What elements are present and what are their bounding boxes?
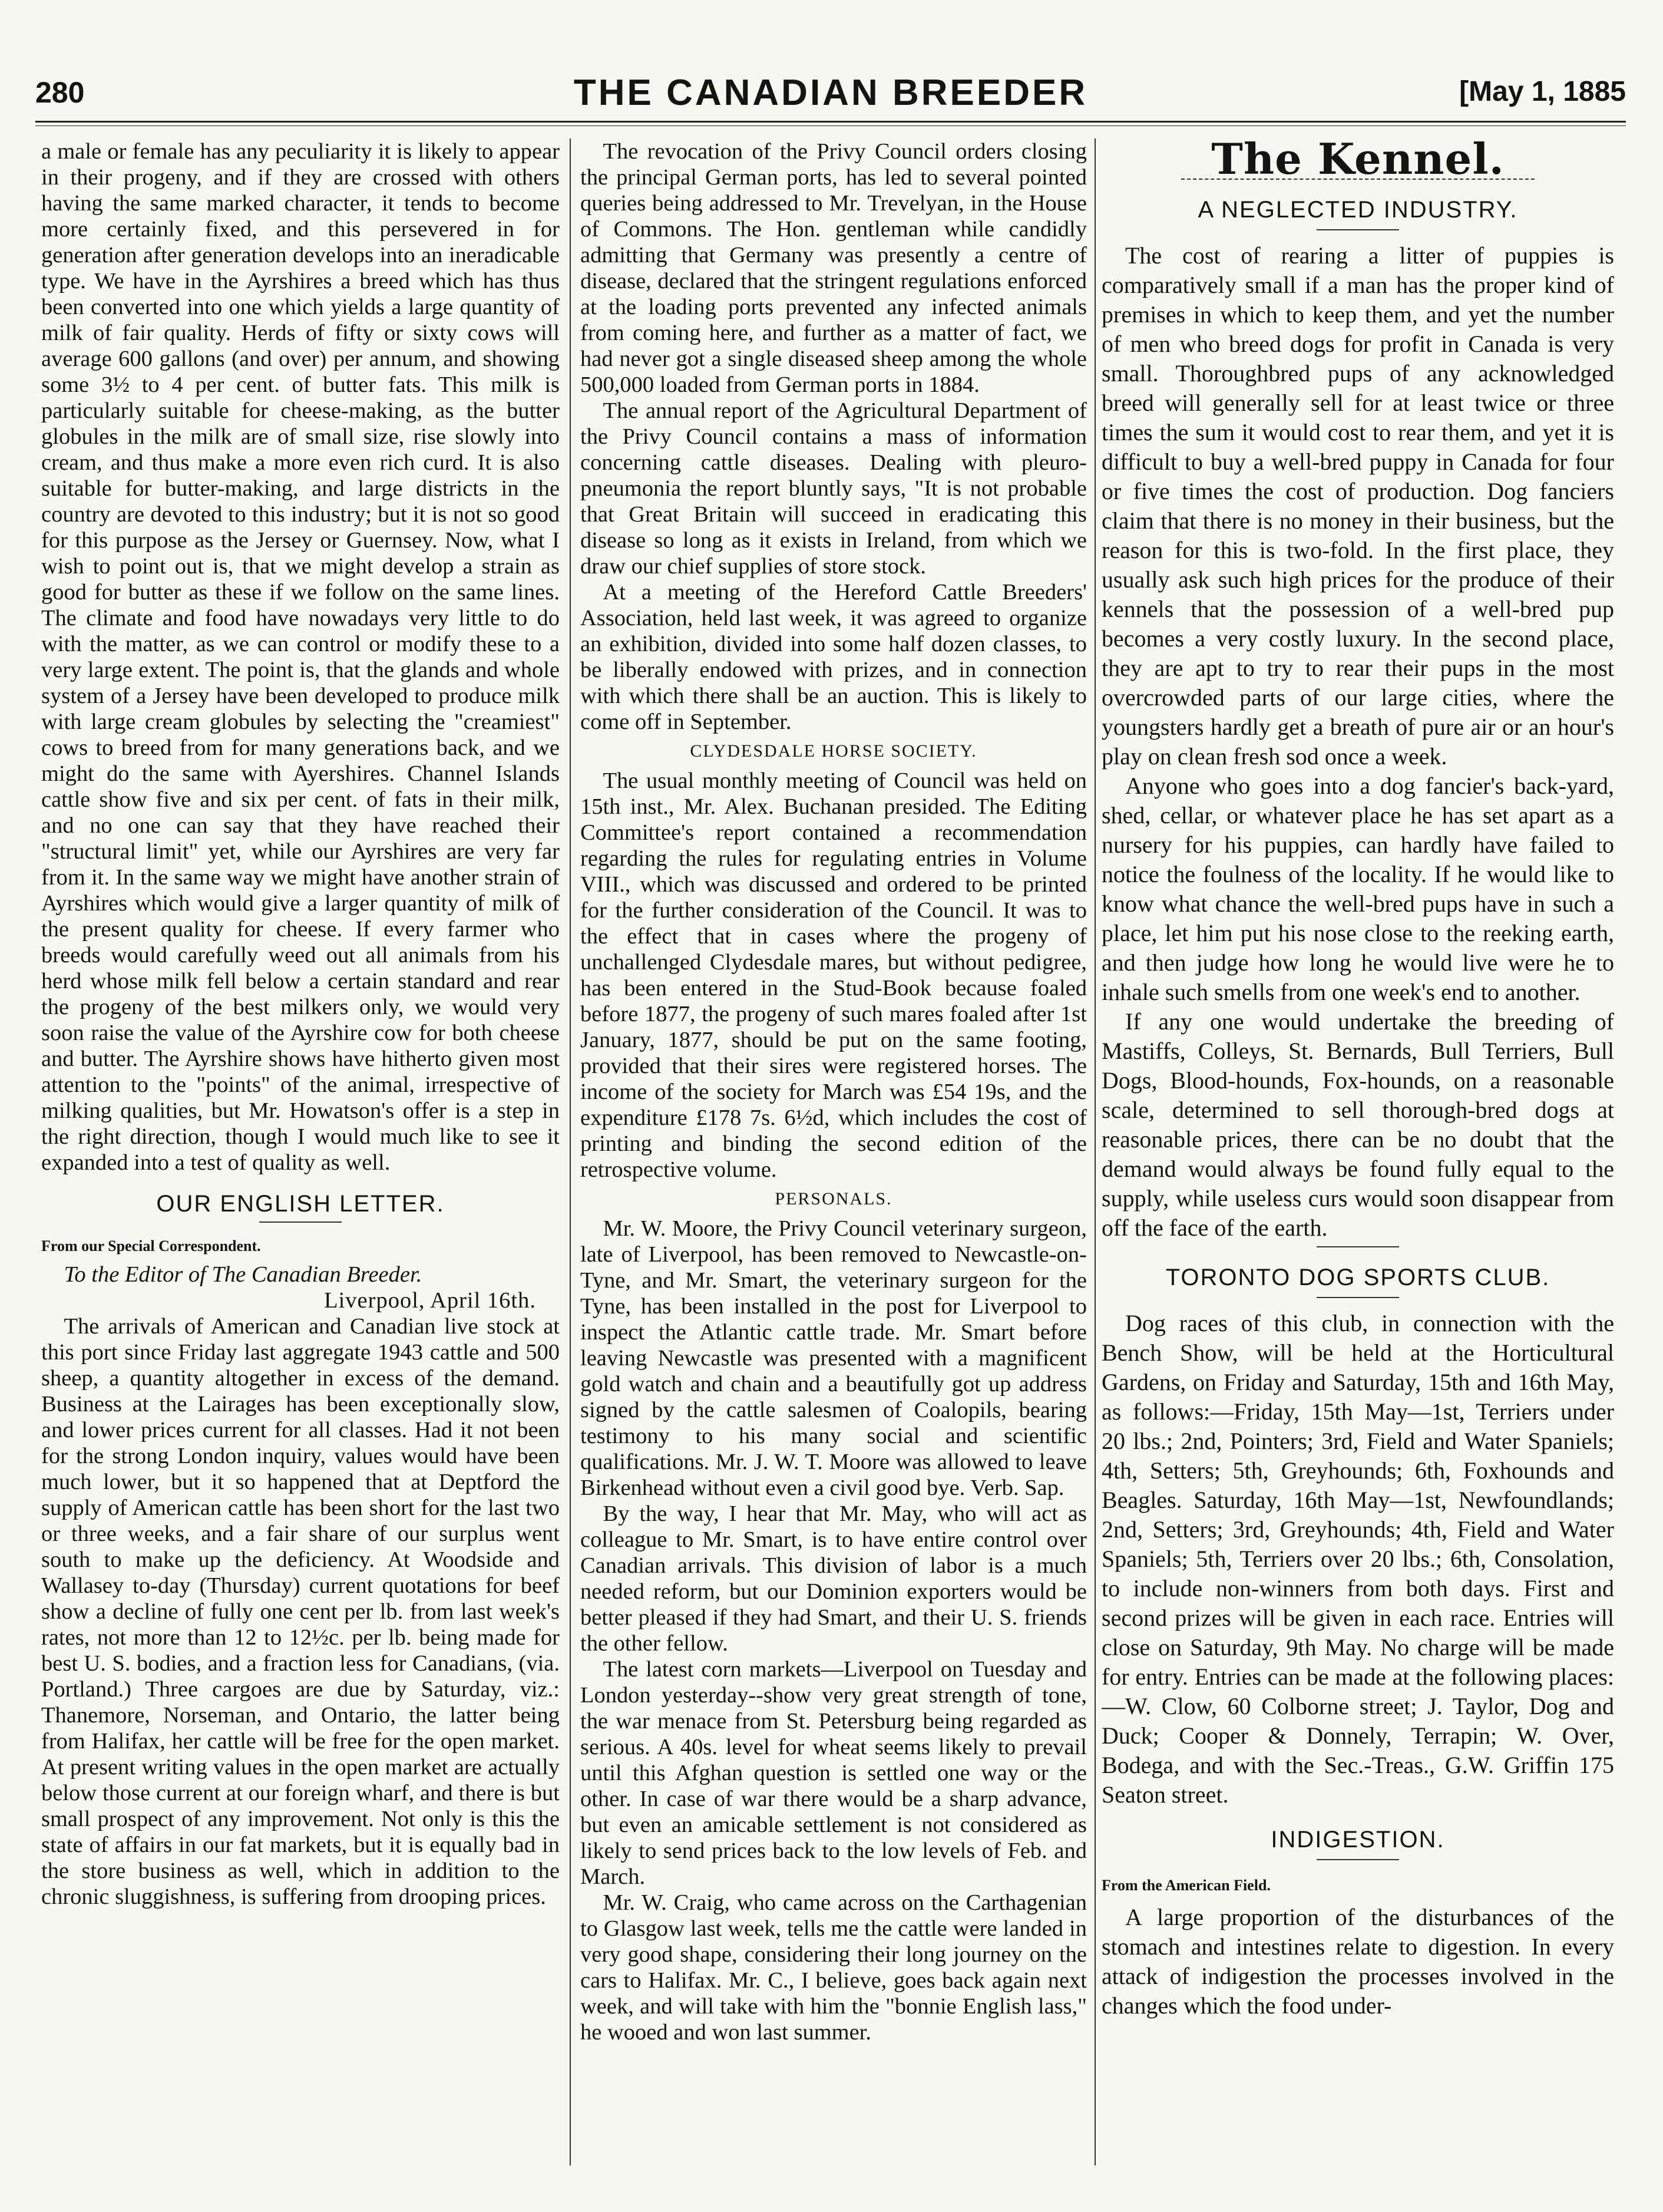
column-1 [41, 138, 560, 2160]
column-2 [580, 138, 1087, 2160]
page-number: 280 [35, 76, 85, 109]
page-header [35, 72, 1626, 123]
section-rule [1317, 1297, 1399, 1298]
article-paragraph: Mr. W. Moore, the Privy Council veterinary surgeon, late of Liverpool, has been removed to Newcastle-on-Tyne, and Mr. Smart, the veterinary surgeon for the Tyne, has been installed in the post for Liverpool to inspect the Atlantic cattle trade. Mr. Smart before leaving Newcastle was presented with a magnificent gold watch and chain and a beautifully got up address signed by the cattle salesmen of Coalopils, bearing testimony to his many social and scientific qualifications. Mr. J. W. T. Moore was allowed to leave Birkenhead without even a civil good bye. Verb. Sap. [580, 1216, 1087, 1500]
issue-date: [May 1, 1885 [1459, 76, 1626, 107]
section-rule [1317, 1246, 1399, 1247]
article-paragraph: The usual monthly meeting of Council was held on 15th inst., Mr. Alex. Buchanan presided. The Editing Committee's report contained a recommendation regarding the rules for regulating entries in Volume VIII., which was discussed and ordered to be printed for the further consideration of the Council. It was to the effect that in cases where the progeny of unchallenged Clydesdale mares, but without pedigree, has been entered in the Stud-Book because foaled before 1877, the progeny of such mares foaled after 1st January, 1877, should be put on the same footing, provided that their sires were registered horses. The income of the society for March was £54 19s, and the expenditure £178 7s. 6½d, which includes the cost of printing and binding the second edition of the retrospective volume. [580, 768, 1087, 1182]
article-paragraph: At a meeting of the Hereford Cattle Breeders' Association, held last week, it was agreed to organize an exhibition, divided into some half dozen classes, to be liberally endowed with prizes, and in connection with which there shall be an auction. This is likely to come off in September. [580, 580, 1087, 734]
article-paragraph: Anyone who goes into a dog fancier's back-yard, shed, cellar, or whatever place he has set apart as a nursery for his puppies, can hardly have failed to notice the foulness of the locality. If he would like to know what chance the well-bred pups have in such a place, let him put his nose close to the reeking earth, and then judge how long he would live were he to inhale such smells from one week's end to another. [1102, 772, 1614, 1005]
column-divider [570, 138, 571, 2165]
article-paragraph: The arrivals of American and Canadian live stock at this port since Friday last aggregate 1943 cattle and 500 sheep, a quantity altogether in excess of the demand. Business at the Lairages has been exceptionally slow, and lower prices current for all classes. Had it not been for the strong London inquiry, values would have been much lower, but it so happened that at Deptford the supply of American cattle has been short for the last two or three weeks, and a fair share of our surplus went south to make up the deficiency. At Woodside and Wallasey to-day (Thursday) current quotations for beef show a decline of fully one cent per lb. from last week's rates, not more than 12 to 12½c. per lb. being made for best U. S. bodies, and a fraction less for Canadians, (via. Portland.) Three cargoes are due by Saturday, viz.: Thanemore, Norseman, and Ontario, the latter being from Halifax, her cattle will be free for the open market. At present writing values in the open market are actually below those current at our foreign wharf, and there is but small prospect of any improvement. Not only is this the state of affairs in our fat markets, but it is equally bad in the store business as well, which in addition to the chronic sluggishness, is suffering from drooping prices. [41, 1314, 560, 1909]
article-title-indigestion: INDIGESTION. [1271, 1827, 1445, 1853]
column-divider [1095, 138, 1096, 2165]
masthead-title: THE CANADIAN BREEDER [573, 72, 1088, 113]
correspondent-label: From our Special Correspondent. [41, 1237, 261, 1254]
article-paragraph: The annual report of the Agricultural Department of the Privy Council contains a mass of information concerning cattle diseases. Dealing with pleuro-pneumonia the report bluntly says, "It is not probable that Great Britain will succeed in eradicating this disease so long as it exists in Ireland, from which we draw our chief supplies of store stock. [580, 398, 1087, 579]
article-title-neglected-industry: A NEGLECTED INDUSTRY. [1198, 197, 1518, 223]
article-paragraph: The revocation of the Privy Council orders closing the principal German ports, has led to several pointed queries being addressed to Mr. Trevelyan, in the House of Commons. The Hon. gentleman while candidly admitting that Germany was presently a centre of disease, declared that the stringent regulations enforced at the loading ports prevented any infected animals from coming here, and further as a matter of fact, we had never got a single diseased sheep among the whole 500,000 loaded from German ports in 1884. [580, 139, 1087, 397]
article-paragraph: a male or female has any peculiarity it is likely to appear in their progeny, and if they are crossed with others having the same marked character, it tends to become more certainly fixed, and this persevered in for generation after generation develops into an ineradicable type. We have in the Ayrshires a breed which has thus been converted into one which yields a large quantity of milk of fair quality. Herds of fifty or sixty cows will average 600 gallons (and over) per annum, and showing some 3½ to 4 per cent. of butter fats. This milk is particularly suitable for cheese-making, as the butter globules in the milk are of small size, rise slowly into cream, and thus make a more even rich curd. It is also suitable for butter-making, and large districts in the country are devoted to this industry; but it is not so good for this purpose as the Jersey or Guernsey. Now, what I wish to point out is, that we might develop a strain as good for butter as these if we follow on the same lines. The climate and food have nowadays very little to do with the matter, as we can control or modify these to a very large extent. The point is, that the glands and whole system of a Jersey have been developed to produce milk with large cream globules by selecting the "creamiest" cows to breed from for many generations back, and we might do the same with Ayershires. Channel Islands cattle show five and six per cent. of fats in their milk, and no one can say that they have reached their "structural limit" yet, while our Ayrshires are very far from it. In the same way we might have another strain of Ayrshires which would give a larger quantity of milk of the present quality for cheese. If every farmer who breeds would carefully weed out all animals from his herd whose milk fell below a certain standard and rear the progeny of the best milkers only, we would very soon raise the value of the Ayrshire cow for both cheese and butter. The Ayrshire shows have hitherto given most attention to the "points" of the animal, irrespective of milking qualities, but Mr. Howatson's offer is a step in the right direction, though I would much like to see it expanded into a test of quality as well. [41, 139, 560, 1175]
subhead-personals: PERSONALS. [775, 1189, 892, 1209]
article-paragraph: The latest corn markets—Liverpool on Tuesday and London yesterday--show very great strength of tone, the war menace from St. Petersburg being regarded as serious. A 40s. level for wheat seems likely to prevail until this Afghan question is settled one way or the other. In case of war there would be a sharp advance, but even an amicable settlement is not considered as likely to send prices back to the low levels of Feb. and March. [580, 1657, 1087, 1889]
section-rule [259, 1221, 342, 1223]
letter-salutation: To the Editor of The Canadian Breeder. [64, 1262, 422, 1287]
section-rule [1317, 229, 1399, 230]
article-paragraph: A large proportion of the disturbances of the stomach and intestines relate to digestion. In every attack of indigestion the processes involved in the changes which the food under- [1102, 1904, 1614, 2019]
section-title-english-letter: OUR ENGLISH LETTER. [156, 1191, 445, 1217]
article-paragraph: Dog races of this club, in connection with the Bench Show, will be held at the Horticultural Gardens, on Friday and Saturday, 15th and 16th May, as follows:—Friday, 15th May—1st, Terriers under 20 lbs.; 2nd, Pointers; 3rd, Field and Water Spaniels; 4th, Setters; 5th, Greyhounds; 6th, Foxhounds and Beagles. Saturday, 16th May—1st, Newfoundlands; 2nd, Setters; 3rd, Greyhounds; 4th, Field and Water Spaniels; 5th, Terriers over 20 lbs.; 6th, Consolation, to include non-winners from both days. First and second prizes will be given in each race. Entries will close on Saturday, 9th May. No charge will be made for entry. Entries can be made at the following places:—W. Clow, 60 Colborne street; J. Taylor, Dog and Duck; Cooper & Donnely, Terrapin; W. Over, Bodega, and with the Sec.-Treas., G.W. Griffin 175 Seaton street. [1102, 1310, 1614, 1808]
header-rule [35, 121, 1626, 123]
article-paragraph: Mr. W. Craig, who came across on the Carthagenian to Glasgow last week, tells me the cattle were landed in very good shape, considering their long journey on the cars to Halifax. Mr. C., I believe, goes back again next week, and will take with him the "bonnie English lass," he wooed and won last summer. [580, 1890, 1087, 2045]
section-rule [1317, 1859, 1399, 1860]
source-label: From the American Field. [1102, 1877, 1271, 1894]
article-paragraph: The cost of rearing a litter of puppies is comparatively small if a man has the proper kind of premises in which to keep them, and yet the number of men who breed dogs for profit in Canada is very small. Thoroughbred pups of any acknowledged breed will generally sell for at least twice or three times the sum it would cost to rear them, and yet it is difficult to buy a well-bred puppy in Canada for four or five times the cost of production. Dog fanciers claim that there is no money in their business, but the reason for this is two-fold. In the first place, they usually ask such high prices for the produce of their kennels that the possession of a well-bred pup becomes a very costly luxury. In the second place, they are apt to try to rear their pups in the most overcrowded parts of our large cities, where the youngsters hardly get a breath of pure air or an hour's play on clean fresh sod once a week. [1102, 242, 1614, 770]
letter-dateline: Liverpool, April 16th. [324, 1288, 536, 1313]
kennel-section-title: The Kennel. [1211, 138, 1505, 184]
article-paragraph: By the way, I hear that Mr. May, who will act as colleague to Mr. Smart, is to have entire control over Canadian arrivals. This division of labor is a much needed reform, but our Dominion exporters would be better pleased if they had Smart, and their U. S. friends the other fellow. [580, 1501, 1087, 1656]
article-paragraph: If any one would undertake the breeding of Mastiffs, Colleys, St. Bernards, Bull Terriers, Bull Dogs, Blood-hounds, Fox-hounds, on a reasonable scale, determined to sell thorough-bred dogs at reasonable prices, there can be no doubt that the demand would always be found fully equal to the supply, while useless curs would soon disappear from off the face of the earth. [1102, 1008, 1614, 1241]
column-3 [1102, 138, 1614, 2160]
subhead-clydesdale: CLYDESDALE HORSE SOCIETY. [690, 741, 977, 761]
article-title-toronto-dog-sports: TORONTO DOG SPORTS CLUB. [1165, 1265, 1550, 1290]
